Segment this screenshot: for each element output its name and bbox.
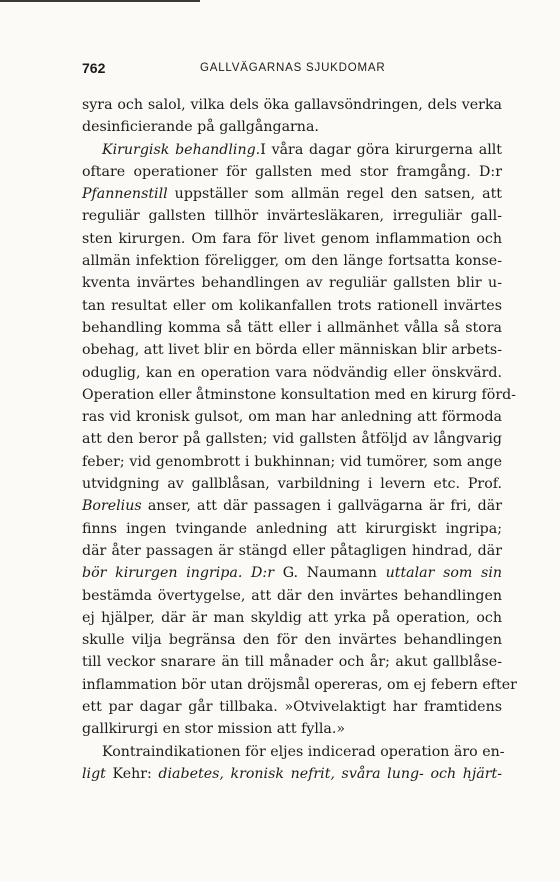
text-line: inflammation bör utan dröjsmål opereras, om ej febern efter bbox=[82, 676, 517, 693]
paragraph-kirurgisk-behandling bbox=[82, 139, 517, 741]
text-line: Kontraindikationen för eljes indicerad operation äro en- bbox=[102, 743, 505, 760]
text-line: ligt Kehr: diabetes, kronisk nefrit, svåra lung- och hjärt- bbox=[82, 765, 502, 782]
body-text bbox=[82, 94, 517, 785]
text-line: Kirurgisk behandling.I våra dagar göra kirurgerna allt bbox=[102, 141, 502, 158]
text-line: oftare operationer för gallsten med stor framgång. D:r bbox=[82, 163, 502, 180]
text-line: Operation eller åtminstone konsultation med en kirurg förd- bbox=[82, 386, 516, 403]
text-line: kventa invärtes behandlingen av reguliär gallsten blir u- bbox=[82, 275, 502, 292]
text-line: allmän infektion föreligger, om den länge fortsatta konse- bbox=[82, 253, 502, 270]
text-line: ras vid kronisk gulsot, om man har anledning att förmoda bbox=[82, 409, 502, 426]
text-line: ett par dagar går tillbaka. »Otvivelaktigt har framtidens bbox=[82, 699, 502, 716]
text-line: ej hjälper, där är man skyldig att yrka på operation, och bbox=[82, 609, 502, 626]
text-line: tan resultat eller om kolikanfallen trots rationell invärtes bbox=[82, 297, 502, 314]
text-line: syra och salol, vilka dels öka gallavsöndringen, dels verka bbox=[82, 97, 502, 113]
text-line: bör kirurgen ingripa. D:r G. Naumann uttalar som sin bbox=[82, 565, 502, 582]
top-rule bbox=[0, 0, 200, 2]
text-line: desinficierande på gallgångarna. bbox=[82, 119, 319, 136]
paragraph-kontraindikationen bbox=[82, 741, 505, 786]
text-line: gallkirurgi en stor mission att fylla.» bbox=[82, 721, 346, 738]
text-line: där åter passagen är stängd eller påtagligen hindrad, där bbox=[82, 542, 502, 559]
text-line: behandling komma så tätt eller i allmänhet vålla så stora bbox=[82, 319, 502, 336]
text-line: Pfannenstill uppställer som allmän regel den satsen, att bbox=[82, 186, 502, 203]
paragraph-continuation bbox=[82, 94, 502, 139]
text-line: att den beror på gallsten; vid gallsten åtföljd av långvarig bbox=[82, 431, 502, 448]
text-line: till veckor snarare än till månader och år; akut gallblåse- bbox=[82, 654, 502, 671]
text-line: skulle vilja begränsa den för den invärtes behandlingen bbox=[82, 632, 502, 649]
page-number: 762 bbox=[82, 60, 106, 76]
text-line: bestämda övertygelse, att där den invärtes behandlingen bbox=[82, 587, 502, 604]
text-line: Borelius anser, att där passagen i gallvägarna är fri, där bbox=[82, 498, 502, 515]
text-line: feber; vid genombrott i bukhinnan; vid tumörer, som ange bbox=[82, 453, 502, 470]
text-line: reguliär gallsten tillhör invärtesläkaren, irreguliär gall- bbox=[82, 208, 502, 225]
text-line: utvidgning av gallblåsan, varbildning i levern etc. Prof. bbox=[82, 476, 502, 493]
text-line: finns ingen tvingande anledning att kirurgiskt ingripa; bbox=[82, 520, 502, 537]
text-line: obehag, att livet blir en börda eller människan blir arbets- bbox=[82, 342, 502, 359]
running-head: GALLVÄGARNAS SJUKDOMAR bbox=[200, 62, 386, 74]
text-line: oduglig, kan en operation vara nödvändig eller önskvärd. bbox=[82, 364, 502, 381]
text-line: sten kirurgen. Om fara för livet genom inflammation och bbox=[82, 230, 502, 247]
page-header bbox=[82, 60, 502, 80]
